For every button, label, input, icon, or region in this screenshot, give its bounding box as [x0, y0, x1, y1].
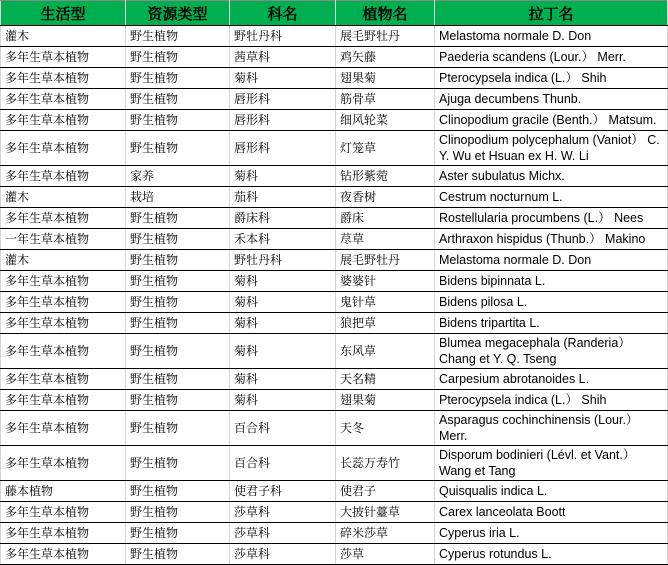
table-row — [1, 411, 668, 446]
cell-plant-name[interactable]: 钻形紫菀 — [336, 166, 435, 187]
cell-plant-name[interactable]: 展毛野牡丹 — [336, 26, 435, 47]
cell-plant-name[interactable]: 筋骨草 — [336, 89, 435, 110]
cell-latin-name[interactable]: Ajuga decumbens Thunb. — [435, 89, 668, 110]
cell-latin-name[interactable]: Clinopodium polycephalum (Vaniot） C. Y. Wu et Hsuan ex H. W. Li — [435, 131, 668, 166]
table-row — [1, 390, 668, 411]
cell-plant-name[interactable]: 爵床 — [336, 208, 435, 229]
cell-resource-type[interactable]: 野生植物 — [126, 481, 230, 502]
cell-family[interactable]: 唇形科 — [230, 110, 336, 131]
cell-life-form[interactable]: 多年生草本植物 — [1, 411, 126, 446]
cell-resource-type[interactable]: 野生植物 — [126, 446, 230, 481]
table-row — [1, 26, 668, 47]
cell-plant-name[interactable]: 翅果菊 — [336, 390, 435, 411]
cell-latin-name[interactable]: Clinopodium gracile (Benth.） Matsum. — [435, 110, 668, 131]
cell-latin-name[interactable]: Paederia scandens (Lour.） Merr. — [435, 47, 668, 68]
header-latin-name[interactable]: 拉丁名 — [435, 1, 668, 26]
cell-plant-name[interactable]: 细风轮菜 — [336, 110, 435, 131]
cell-latin-name[interactable]: Cyperus rotundus L. — [435, 544, 668, 565]
table-row — [1, 89, 668, 110]
cell-family[interactable]: 菊科 — [230, 313, 336, 334]
header-life-form[interactable]: 生活型 — [1, 1, 126, 26]
table-row — [1, 229, 668, 250]
cell-family[interactable]: 莎草科 — [230, 544, 336, 565]
cell-life-form[interactable]: 多年生草本植物 — [1, 523, 126, 544]
cell-life-form[interactable]: 多年生草本植物 — [1, 544, 126, 565]
header-plant-name[interactable]: 植物名 — [336, 1, 435, 26]
cell-resource-type[interactable]: 野生植物 — [126, 369, 230, 390]
table-row — [1, 271, 668, 292]
cell-plant-name[interactable]: 大披针薹草 — [336, 502, 435, 523]
cell-resource-type[interactable]: 野生植物 — [126, 502, 230, 523]
cell-family[interactable]: 菊科 — [230, 390, 336, 411]
cell-family[interactable]: 野牡丹科 — [230, 26, 336, 47]
cell-resource-type[interactable]: 野生植物 — [126, 523, 230, 544]
cell-life-form[interactable]: 一年生草本植物 — [1, 229, 126, 250]
cell-latin-name[interactable]: Bidens bipinnata L. — [435, 271, 668, 292]
cell-resource-type[interactable]: 野生植物 — [126, 411, 230, 446]
cell-plant-name[interactable]: 夜香树 — [336, 187, 435, 208]
cell-family[interactable]: 爵床科 — [230, 208, 336, 229]
cell-latin-name[interactable]: Bidens tripartita L. — [435, 313, 668, 334]
table-row — [1, 131, 668, 166]
cell-latin-name[interactable]: Melastoma normale D. Don — [435, 250, 668, 271]
cell-latin-name[interactable]: Carex lanceolata Boott — [435, 502, 668, 523]
cell-plant-name[interactable]: 长蕊万寿竹 — [336, 446, 435, 481]
table-row — [1, 292, 668, 313]
cell-resource-type[interactable]: 野生植物 — [126, 89, 230, 110]
cell-resource-type[interactable]: 野生植物 — [126, 208, 230, 229]
cell-latin-name[interactable]: Quisqualis indica L. — [435, 481, 668, 502]
cell-family[interactable]: 莎草科 — [230, 502, 336, 523]
cell-resource-type[interactable]: 栽培 — [126, 187, 230, 208]
cell-latin-name[interactable]: Cyperus iria L. — [435, 523, 668, 544]
cell-family[interactable]: 百合科 — [230, 411, 336, 446]
cell-life-form[interactable]: 多年生草本植物 — [1, 334, 126, 369]
cell-life-form[interactable]: 多年生草本植物 — [1, 313, 126, 334]
cell-plant-name[interactable]: 翅果菊 — [336, 68, 435, 89]
cell-latin-name[interactable]: Pterocypsela indica (L.） Shih — [435, 68, 668, 89]
cell-latin-name[interactable]: Disporum bodinieri (Lévl. et Vant.） Wang et Tang — [435, 446, 668, 481]
table-row — [1, 446, 668, 481]
cell-family[interactable]: 禾本科 — [230, 229, 336, 250]
cell-resource-type[interactable]: 野生植物 — [126, 390, 230, 411]
table-row — [1, 523, 668, 544]
cell-family[interactable]: 百合科 — [230, 446, 336, 481]
table-row — [1, 68, 668, 89]
cell-family[interactable]: 菊科 — [230, 68, 336, 89]
table-row — [1, 334, 668, 369]
table-row — [1, 369, 668, 390]
cell-plant-name[interactable]: 鸡矢藤 — [336, 47, 435, 68]
cell-plant-name[interactable]: 碎米莎草 — [336, 523, 435, 544]
cell-life-form[interactable]: 多年生草本植物 — [1, 166, 126, 187]
table-row — [1, 208, 668, 229]
cell-life-form[interactable]: 多年生草本植物 — [1, 208, 126, 229]
cell-resource-type[interactable]: 家养 — [126, 166, 230, 187]
table-row — [1, 187, 668, 208]
cell-life-form[interactable]: 灌木 — [1, 26, 126, 47]
cell-resource-type[interactable]: 野生植物 — [126, 544, 230, 565]
cell-latin-name[interactable]: Cestrum nocturnum L. — [435, 187, 668, 208]
table-row — [1, 313, 668, 334]
cell-family[interactable]: 菊科 — [230, 292, 336, 313]
cell-latin-name[interactable]: Bidens pilosa L. — [435, 292, 668, 313]
cell-life-form[interactable]: 多年生草本植物 — [1, 47, 126, 68]
cell-family[interactable]: 茜草科 — [230, 47, 336, 68]
cell-latin-name[interactable]: Pterocypsela indica (L.） Shih — [435, 390, 668, 411]
table-row — [1, 47, 668, 68]
cell-life-form[interactable]: 多年生草本植物 — [1, 292, 126, 313]
cell-life-form[interactable]: 藤本植物 — [1, 481, 126, 502]
header-resource-type[interactable]: 资源类型 — [126, 1, 230, 26]
cell-plant-name[interactable]: 荩草 — [336, 229, 435, 250]
table-body — [1, 26, 668, 565]
cell-plant-name[interactable]: 鬼针草 — [336, 292, 435, 313]
cell-family[interactable]: 野牡丹科 — [230, 250, 336, 271]
cell-resource-type[interactable]: 野生植物 — [126, 250, 230, 271]
cell-latin-name[interactable]: Arthraxon hispidus (Thunb.） Makino — [435, 229, 668, 250]
cell-family[interactable]: 唇形科 — [230, 131, 336, 166]
cell-family[interactable]: 茄科 — [230, 187, 336, 208]
table-row — [1, 250, 668, 271]
cell-life-form[interactable]: 多年生草本植物 — [1, 89, 126, 110]
cell-plant-name[interactable]: 莎草 — [336, 544, 435, 565]
cell-plant-name[interactable]: 使君子 — [336, 481, 435, 502]
cell-latin-name[interactable]: Asparagus cochinchinensis (Lour.） Merr. — [435, 411, 668, 446]
table-row — [1, 166, 668, 187]
cell-life-form[interactable]: 多年生草本植物 — [1, 131, 126, 166]
cell-plant-name[interactable]: 天冬 — [336, 411, 435, 446]
cell-life-form[interactable]: 灌木 — [1, 187, 126, 208]
cell-family[interactable]: 唇形科 — [230, 89, 336, 110]
header-family[interactable]: 科名 — [230, 1, 336, 26]
cell-latin-name[interactable]: Carpesium abrotanoides L. — [435, 369, 668, 390]
cell-latin-name[interactable]: Blumea megacephala (Randeria） Chang et Y. Q. Tseng — [435, 334, 668, 369]
cell-plant-name[interactable]: 灯笼草 — [336, 131, 435, 166]
cell-life-form[interactable]: 多年生草本植物 — [1, 271, 126, 292]
cell-plant-name[interactable]: 东风草 — [336, 334, 435, 369]
cell-plant-name[interactable]: 展毛野牡丹 — [336, 250, 435, 271]
cell-resource-type[interactable]: 野生植物 — [126, 110, 230, 131]
cell-life-form[interactable]: 多年生草本植物 — [1, 110, 126, 131]
cell-plant-name[interactable]: 婆婆针 — [336, 271, 435, 292]
cell-resource-type[interactable]: 野生植物 — [126, 47, 230, 68]
cell-resource-type[interactable]: 野生植物 — [126, 68, 230, 89]
cell-latin-name[interactable]: Aster subulatus Michx. — [435, 166, 668, 187]
cell-life-form[interactable]: 多年生草本植物 — [1, 68, 126, 89]
cell-plant-name[interactable]: 狼把草 — [336, 313, 435, 334]
cell-resource-type[interactable]: 野生植物 — [126, 131, 230, 166]
cell-resource-type[interactable]: 野生植物 — [126, 292, 230, 313]
cell-life-form[interactable]: 多年生草本植物 — [1, 446, 126, 481]
cell-latin-name[interactable]: Rostellularia procumbens (L.） Nees — [435, 208, 668, 229]
table-row — [1, 502, 668, 523]
cell-resource-type[interactable]: 野生植物 — [126, 313, 230, 334]
cell-life-form[interactable]: 多年生草本植物 — [1, 502, 126, 523]
table-row — [1, 544, 668, 565]
cell-family[interactable]: 菊科 — [230, 369, 336, 390]
cell-life-form[interactable]: 多年生草本植物 — [1, 369, 126, 390]
cell-family[interactable]: 使君子科 — [230, 481, 336, 502]
cell-latin-name[interactable]: Melastoma normale D. Don — [435, 26, 668, 47]
table-row — [1, 481, 668, 502]
cell-family[interactable]: 菊科 — [230, 166, 336, 187]
table-row — [1, 110, 668, 131]
cell-resource-type[interactable]: 野生植物 — [126, 26, 230, 47]
cell-life-form[interactable]: 多年生草本植物 — [1, 390, 126, 411]
cell-resource-type[interactable]: 野生植物 — [126, 271, 230, 292]
cell-resource-type[interactable]: 野生植物 — [126, 229, 230, 250]
cell-plant-name[interactable]: 天名精 — [336, 369, 435, 390]
cell-family[interactable]: 菊科 — [230, 271, 336, 292]
cell-family[interactable]: 菊科 — [230, 334, 336, 369]
header-row — [1, 1, 668, 26]
cell-resource-type[interactable]: 野生植物 — [126, 334, 230, 369]
cell-family[interactable]: 莎草科 — [230, 523, 336, 544]
cell-life-form[interactable]: 灌木 — [1, 250, 126, 271]
